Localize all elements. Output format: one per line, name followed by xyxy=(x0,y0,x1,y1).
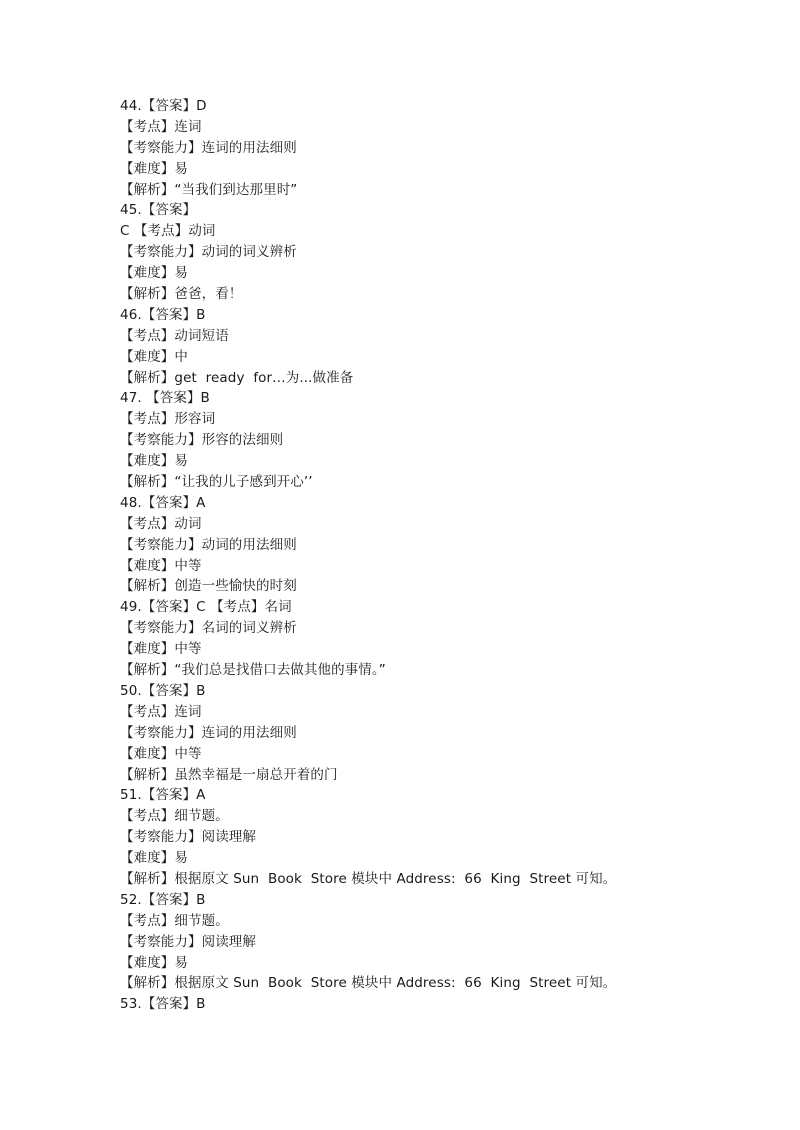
text-line: 【难度】中等 xyxy=(120,745,202,762)
text-line: 【难度】易 xyxy=(120,160,188,177)
text-line: 【解析】爸爸，看！ xyxy=(120,286,243,303)
text-line: 【考察能力】连词的用法细则 xyxy=(120,139,297,156)
text-line: 【解析】get ready for…为...做准备 xyxy=(120,369,354,386)
text-line: 49.【答案】C 【考点】名词 xyxy=(120,599,292,616)
text-line: 【解析】“当我们到达那里时” xyxy=(120,181,298,198)
text-line: 50.【答案】B xyxy=(120,682,206,699)
text-line: 【考点】连词 xyxy=(120,703,202,720)
text-line: 【难度】中等 xyxy=(120,641,202,658)
text-line: 【难度】易 xyxy=(120,850,188,867)
text-line: 【难度】中等 xyxy=(120,557,202,574)
text-line: 【解析】“让我的儿子感到开心’’ xyxy=(120,474,313,491)
text-line: 53.【答案】B xyxy=(120,996,206,1013)
text-line: 52.【答案】B xyxy=(120,891,206,908)
text-line: 51.【答案】A xyxy=(120,787,206,804)
text-line: C 【考点】动词 xyxy=(120,223,216,240)
text-line: 【考察能力】形容的法细则 xyxy=(120,432,284,449)
text-line: 【考点】动词短语 xyxy=(120,327,229,344)
text-line: 【解析】根据原文 Sun Book Store 模块中 Address: 66 King Street 可知。 xyxy=(120,975,617,992)
text-line: 45.【答案】 xyxy=(120,202,197,219)
text-line: 【考点】动词 xyxy=(120,515,202,532)
text-line: 【解析】虽然幸福是一扇总开着的门 xyxy=(120,766,338,783)
text-line: 【解析】创造一些愉快的时刻 xyxy=(120,578,297,595)
text-line: 【考点】细节题。 xyxy=(120,912,229,929)
text-line: 【解析】根据原文 Sun Book Store 模块中 Address: 66 King Street 可知。 xyxy=(120,870,617,887)
text-line: 【考察能力】动词的用法细则 xyxy=(120,536,297,553)
text-line: 【难度】易 xyxy=(120,954,188,971)
text-line: 【考察能力】连词的用法细则 xyxy=(120,724,297,741)
answer-key-text xyxy=(120,96,720,1015)
text-line: 【考点】形容词 xyxy=(120,411,216,428)
text-line: 【解析】“我们总是找借口去做其他的事情。” xyxy=(120,662,386,679)
text-line: 【考点】细节题。 xyxy=(120,808,229,825)
text-line: 【难度】易 xyxy=(120,453,188,470)
text-line: 48.【答案】A xyxy=(120,494,206,511)
text-line: 【考察能力】名词的词义辨析 xyxy=(120,620,297,637)
text-line: 44.【答案】D xyxy=(120,98,207,114)
text-line: 46.【答案】B xyxy=(120,306,206,323)
text-line: 【难度】中 xyxy=(120,348,188,365)
text-line: 【考点】连词 xyxy=(120,118,202,135)
text-line: 【考察能力】阅读理解 xyxy=(120,933,256,950)
text-line: 【考察能力】阅读理解 xyxy=(120,829,256,846)
text-line: 47. 【答案】B xyxy=(120,390,210,407)
text-line: 【考察能力】动词的词义辨析 xyxy=(120,244,297,261)
text-line: 【难度】易 xyxy=(120,265,188,282)
